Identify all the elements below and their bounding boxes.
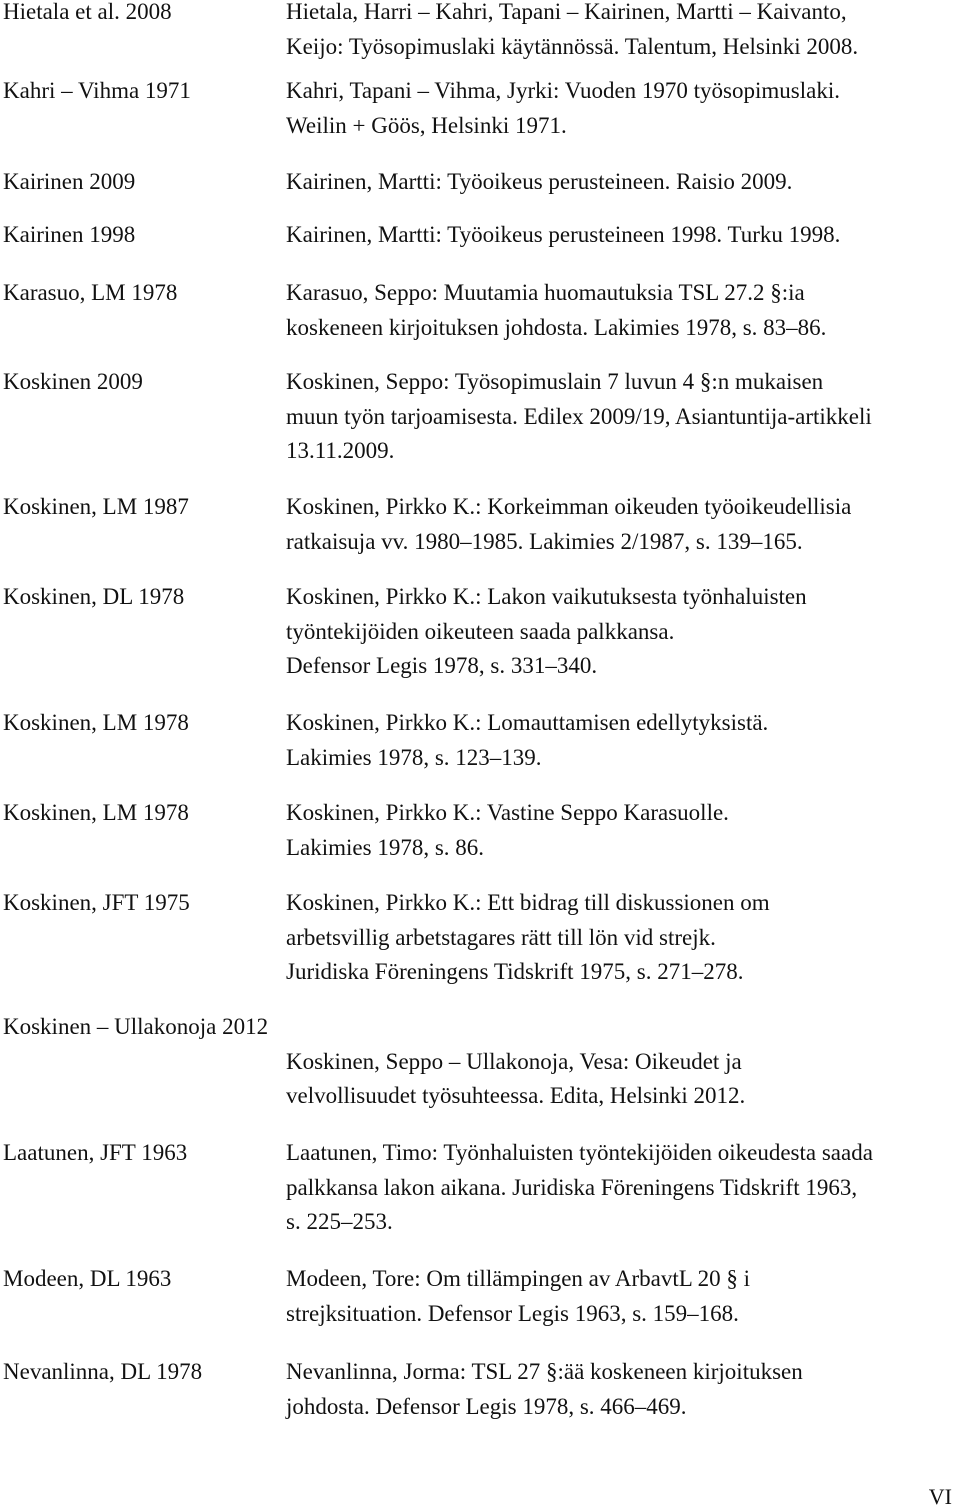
citation-line: Modeen, Tore: Om tillämpingen av ArbavtL 20 § i [286, 1266, 751, 1291]
reference-citation [286, 0, 958, 64]
citation-line: Laatunen, Timo: Työnhaluisten työntekijöiden oikeudesta saada [286, 1140, 873, 1165]
reference-citation [286, 1355, 958, 1424]
citation-line: palkkansa lakon aikana. Juridiska Föreningens Tidskrift 1963, [286, 1174, 858, 1200]
citation-line: Kairinen, Martti: Työoikeus perusteineen. Raisio 2009. [286, 169, 793, 194]
reference-key: Kairinen 1998 [3, 222, 136, 247]
reference-key: Koskinen, LM 1987 [3, 494, 189, 519]
citation-line: Koskinen, Seppo – Ullakonoja, Vesa: Oikeudet ja [286, 1048, 742, 1074]
citation-line: ratkaisuja vv. 1980–1985. Lakimies 2/1987, s. 139–165. [286, 528, 803, 554]
reference-citation [286, 276, 958, 345]
reference-key: Nevanlinna, DL 1978 [3, 1359, 203, 1384]
citation-line: s. 225–253. [286, 1209, 393, 1234]
reference-key: Hietala et al. 2008 [3, 0, 172, 24]
reference-citation [286, 1262, 958, 1331]
citation-line: Koskinen, Pirkko K.: Vastine Seppo Karasuolle. [286, 800, 729, 825]
citation-line: Koskinen, Seppo: Työsopimuslain 7 luvun 4 §:n mukaisen [286, 369, 824, 394]
citation-line: Lakimies 1978, s. 123–139. [286, 744, 542, 770]
citation-line: arbetsvillig arbetstagares rätt till lön vid strejk. [286, 924, 716, 950]
citation-line: Kahri, Tapani – Vihma, Jyrki: Vuoden 1970 työsopimuslaki. [286, 78, 840, 103]
citation-line: Koskinen, Pirkko K.: Lomauttamisen edellytyksistä. [286, 710, 769, 735]
citation-line: Hietala, Harri – Kahri, Tapani – Kairinen, Martti – Kaivanto, [286, 0, 847, 24]
citation-line: Kairinen, Martti: Työoikeus perusteineen 1998. Turku 1998. [286, 222, 841, 247]
citation-line: velvollisuudet työsuhteessa. Edita, Helsinki 2012. [286, 1083, 746, 1108]
reference-key: Modeen, DL 1963 [3, 1266, 172, 1291]
citation-line: Lakimies 1978, s. 86. [286, 834, 485, 860]
citation-line: Nevanlinna, Jorma: TSL 27 §:ää koskeneen kirjoituksen [286, 1359, 803, 1384]
reference-key: Kairinen 2009 [3, 169, 136, 194]
reference-key: Koskinen, JFT 1975 [3, 890, 190, 915]
citation-line: strejksituation. Defensor Legis 1963, s. 159–168. [286, 1300, 739, 1326]
reference-key: Laatunen, JFT 1963 [3, 1140, 188, 1165]
citation-line: Weilin + Göös, Helsinki 1971. [286, 112, 567, 138]
reference-citation [286, 74, 958, 143]
reference-citation [286, 1010, 958, 1114]
citation-line: Koskinen, Pirkko K.: Ett bidrag till diskussionen om [286, 890, 770, 915]
reference-citation [286, 218, 958, 253]
reference-citation [286, 165, 958, 200]
citation-line: työntekijöiden oikeuteen saada palkkansa. [286, 618, 675, 644]
reference-citation [286, 365, 958, 469]
reference-citation [286, 580, 958, 684]
citation-line: Koskinen, Pirkko K.: Lakon vaikutuksesta työnhaluisten [286, 584, 807, 609]
reference-key: Koskinen – Ullakonoja 2012 [3, 1014, 269, 1039]
citation-line: johdosta. Defensor Legis 1978, s. 466–469. [286, 1393, 687, 1419]
citation-line: Karasuo, Seppo: Muutamia huomautuksia TSL 27.2 §:ia [286, 280, 805, 305]
citation-line: Koskinen, Pirkko K.: Korkeimman oikeuden työoikeudellisia [286, 494, 852, 519]
reference-citation [286, 490, 958, 559]
citation-line: 13.11.2009. [286, 438, 395, 463]
citation-line [286, 1010, 958, 1045]
reference-key: Koskinen 2009 [3, 369, 143, 394]
reference-key: Karasuo, LM 1978 [3, 280, 178, 305]
citation-line: Keijo: Työsopimuslaki käytännössä. Talentum, Helsinki 2008. [286, 33, 859, 59]
reference-key: Koskinen, LM 1978 [3, 800, 189, 825]
citation-line: Defensor Legis 1978, s. 331–340. [286, 653, 598, 678]
reference-citation [286, 886, 958, 990]
citation-line: koskeneen kirjoituksen johdosta. Lakimies 1978, s. 83–86. [286, 314, 827, 340]
reference-citation [286, 706, 958, 775]
page-number: VI [928, 1484, 952, 1509]
reference-key: Koskinen, DL 1978 [3, 584, 185, 609]
reference-citation [286, 1136, 958, 1240]
reference-citation [286, 796, 958, 865]
reference-key: Koskinen, LM 1978 [3, 710, 189, 735]
citation-line: muun työn tarjoamisesta. Edilex 2009/19, Asiantuntija-artikkeli [286, 403, 872, 429]
reference-key: Kahri – Vihma 1971 [3, 78, 191, 103]
citation-line: Juridiska Föreningens Tidskrift 1975, s. 271–278. [286, 959, 744, 984]
